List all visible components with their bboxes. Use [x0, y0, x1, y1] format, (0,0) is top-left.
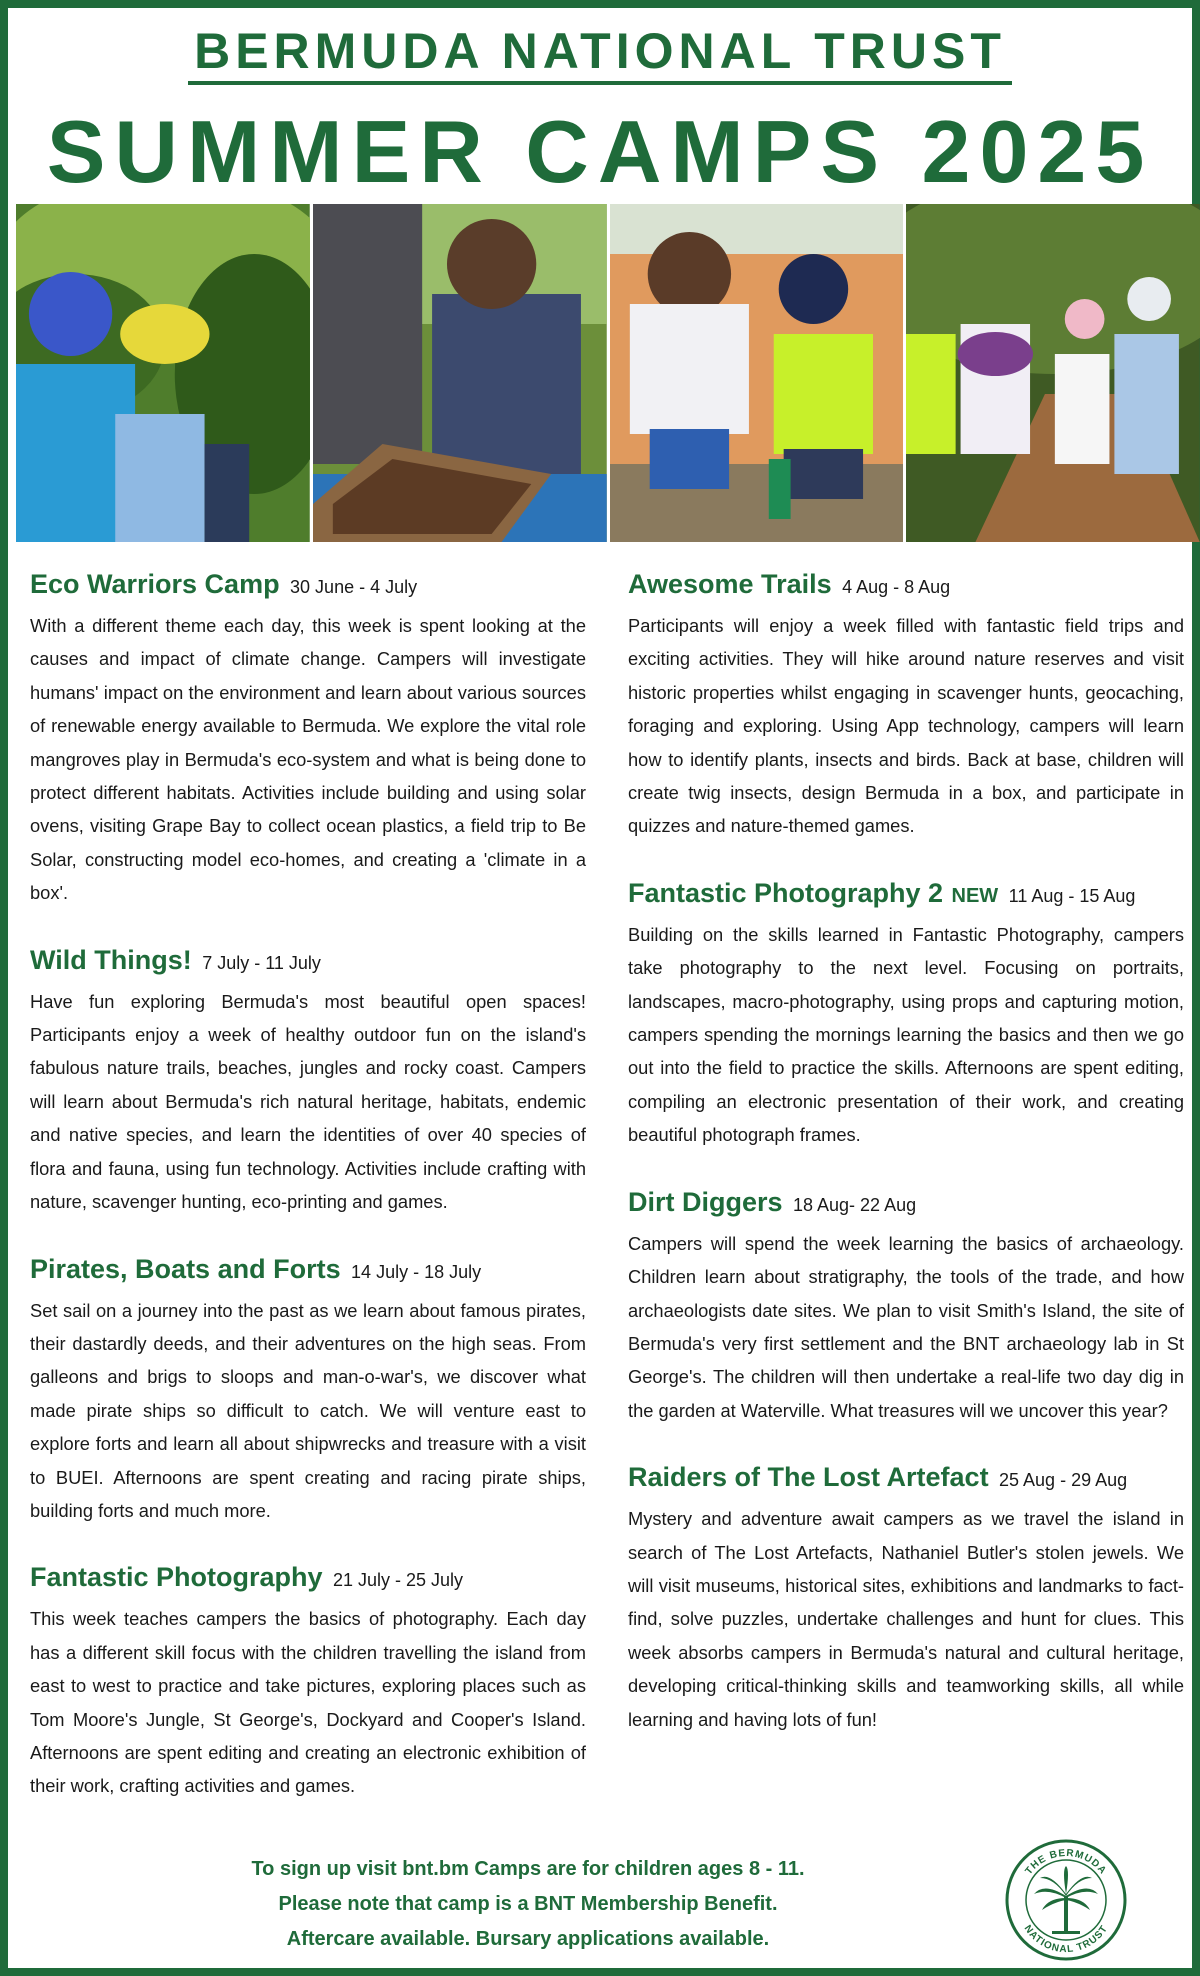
left-column	[30, 564, 586, 1833]
camp-dates: 25 Aug - 29 Aug	[999, 1470, 1128, 1491]
camp-title: Eco Warriors Camp	[30, 569, 280, 599]
logo-bottom-text: NATIONAL TRUST	[1021, 1923, 1111, 1956]
right-column	[628, 564, 1184, 1766]
camp-eco-warriors	[30, 564, 586, 910]
camp-title: Awesome Trails	[628, 569, 832, 599]
camp-description: Have fun exploring Bermuda's most beautiful open spaces! Participants enjoy a week of healthy outdoor fun on the island's fabulous nature trails, beaches, jungles and rocky coast. Campers will learn about Bermuda's rich natural heritage, habitats, endemic and native species, and learn the identities of over 40 species of flora and fauna, using fun technology. Activities include crafting with nature, scavenger hunting, eco-printing and games.	[30, 990, 586, 1213]
camp-fantastic-photography	[30, 1557, 586, 1802]
camp-description: Building on the skills learned in Fantastic Photography, campers take photography to the next level. Focusing on portraits, landscapes, macro-photography, using props and capturing motion, campers spending the mornings learning the basics and then we go out into the field to practice the skills. Afternoons are spent editing, compiling an electronic presentation of their work, and creating beautiful photograph frames.	[628, 923, 1184, 1146]
camp-description: Participants will enjoy a week filled with fantastic field trips and exciting activities. They will hike around nature reserves and visit historic properties whilst engaging in scavenger hunts, geocaching, foraging and exploring. Using App technology, campers will learn how to identify plants, insects and birds. Back at base, children will create twig insects, design Bermuda in a box, and participate in quizzes and nature-themed games.	[628, 615, 1184, 837]
camp-description: Set sail on a journey into the past as we learn about famous pirates, their dastardly deeds, and their adventures on the high seas. From galleons and brigs to sloops and man-o-war's, we discover what made pirate ships so difficult to catch. We will venture east to explore forts and learn all about shipwrecks and treasure with a visit to BUEI. Afternoons are spent creating and racing pirate ships, building forts and much more.	[30, 1299, 586, 1521]
camp-description: Campers will spend the week learning the basics of archaeology. Children learn about stratigraphy, the tools of the trade, and how archaeologists date sites. We plan to visit Smith's Island, the site of Bermuda's very first settlement and the BNT archaeology lab in St George's. The children will then undertake a real-life two day dig in the garden at Waterville. What treasures will we uncover this year?	[628, 1232, 1184, 1421]
camp-title: Pirates, Boats and Forts	[30, 1253, 341, 1284]
camp-title: Dirt Diggers	[628, 1186, 783, 1217]
photo-kids-smiling-outdoors	[610, 204, 907, 542]
camp-title: Wild Things!	[30, 944, 192, 975]
camp-raiders-lost-artefact	[628, 1457, 1184, 1736]
poster-title: SUMMER CAMPS 2025	[46, 102, 1154, 201]
camp-dates: 7 July - 11 July	[202, 952, 321, 973]
photo-kids-walking-forest	[16, 204, 313, 542]
camp-description: Mystery and adventure await campers as we travel the island in search of The Lost Artefacts, Nathaniel Butler's stolen jewels. We will visit museums, historical sites, exhibitions and landmarks to fact-find, solve puzzles, undertake challenges and hunt for clues. This week absorbs campers in Bermuda's natural and cultural heritage, developing critical-thinking skills and teamworking skills, all while learning and having lots of fun!	[628, 1508, 1184, 1730]
org-name: BERMUDA NATIONAL TRUST	[8, 22, 1192, 80]
new-badge: NEW	[951, 884, 999, 907]
camp-wild-things	[30, 940, 586, 1219]
bnt-logo-icon	[1004, 1838, 1128, 1962]
photo-kids-on-trail	[906, 204, 1200, 542]
camp-dates: 11 Aug - 15 Aug	[1008, 885, 1136, 906]
footer-line-1: To sign up visit bnt.bm Camps are for children ages 8 - 11.	[251, 1858, 805, 1880]
camp-description: This week teaches campers the basics of photography. Each day has a different skill focus with the children travelling the island from east to west to practice and take pictures, exploring places such as Tom Moore's Jungle, St George's, Dockyard and Cooper's Island. Afternoons are spent editing and creating an electronic exhibition of their work, crafting activities and games.	[30, 1608, 586, 1797]
camp-pirates-boats-forts	[30, 1249, 586, 1528]
camp-title: Fantastic Photography	[30, 1562, 323, 1593]
logo-top-text: THE BERMUDA	[1023, 1847, 1109, 1877]
footer-line-3: Aftercare available. Bursary applications available.	[286, 1928, 770, 1950]
camp-description: With a different theme each day, this week is spent looking at the causes and impact of climate change. Campers will investigate humans' impact on the environment and learn about various sources of renewable energy available to Bermuda. We explore the vital role mangroves play in Bermuda's eco-system and what is being done to protect different habitats. Activities include building and using solar ovens, visiting Grape Bay to collect ocean plastics, a field trip to Be Solar, constructing model eco-homes, and creating a 'climate in a box'.	[30, 615, 586, 904]
camp-dates: 21 July - 25 July	[332, 1570, 464, 1591]
camp-awesome-trails	[628, 564, 1184, 843]
camp-title: Fantastic Photography 2	[628, 877, 944, 908]
camp-dates: 18 Aug- 22 Aug	[792, 1194, 917, 1215]
footer-line-2: Please note that camp is a BNT Membership Benefit.	[278, 1893, 778, 1915]
camp-title: Raiders of The Lost Artefact	[628, 1462, 989, 1493]
camp-dates: 4 Aug - 8 Aug	[842, 577, 951, 597]
camp-dates: 30 June - 4 July	[290, 577, 418, 597]
camp-dirt-diggers	[628, 1182, 1184, 1427]
camp-fantastic-photography-2	[628, 873, 1184, 1152]
camp-dates: 14 July - 18 July	[351, 1261, 482, 1282]
signup-footer	[188, 1852, 868, 1957]
photo-strip	[16, 204, 1200, 542]
photo-kids-sifting-soil	[313, 204, 610, 542]
